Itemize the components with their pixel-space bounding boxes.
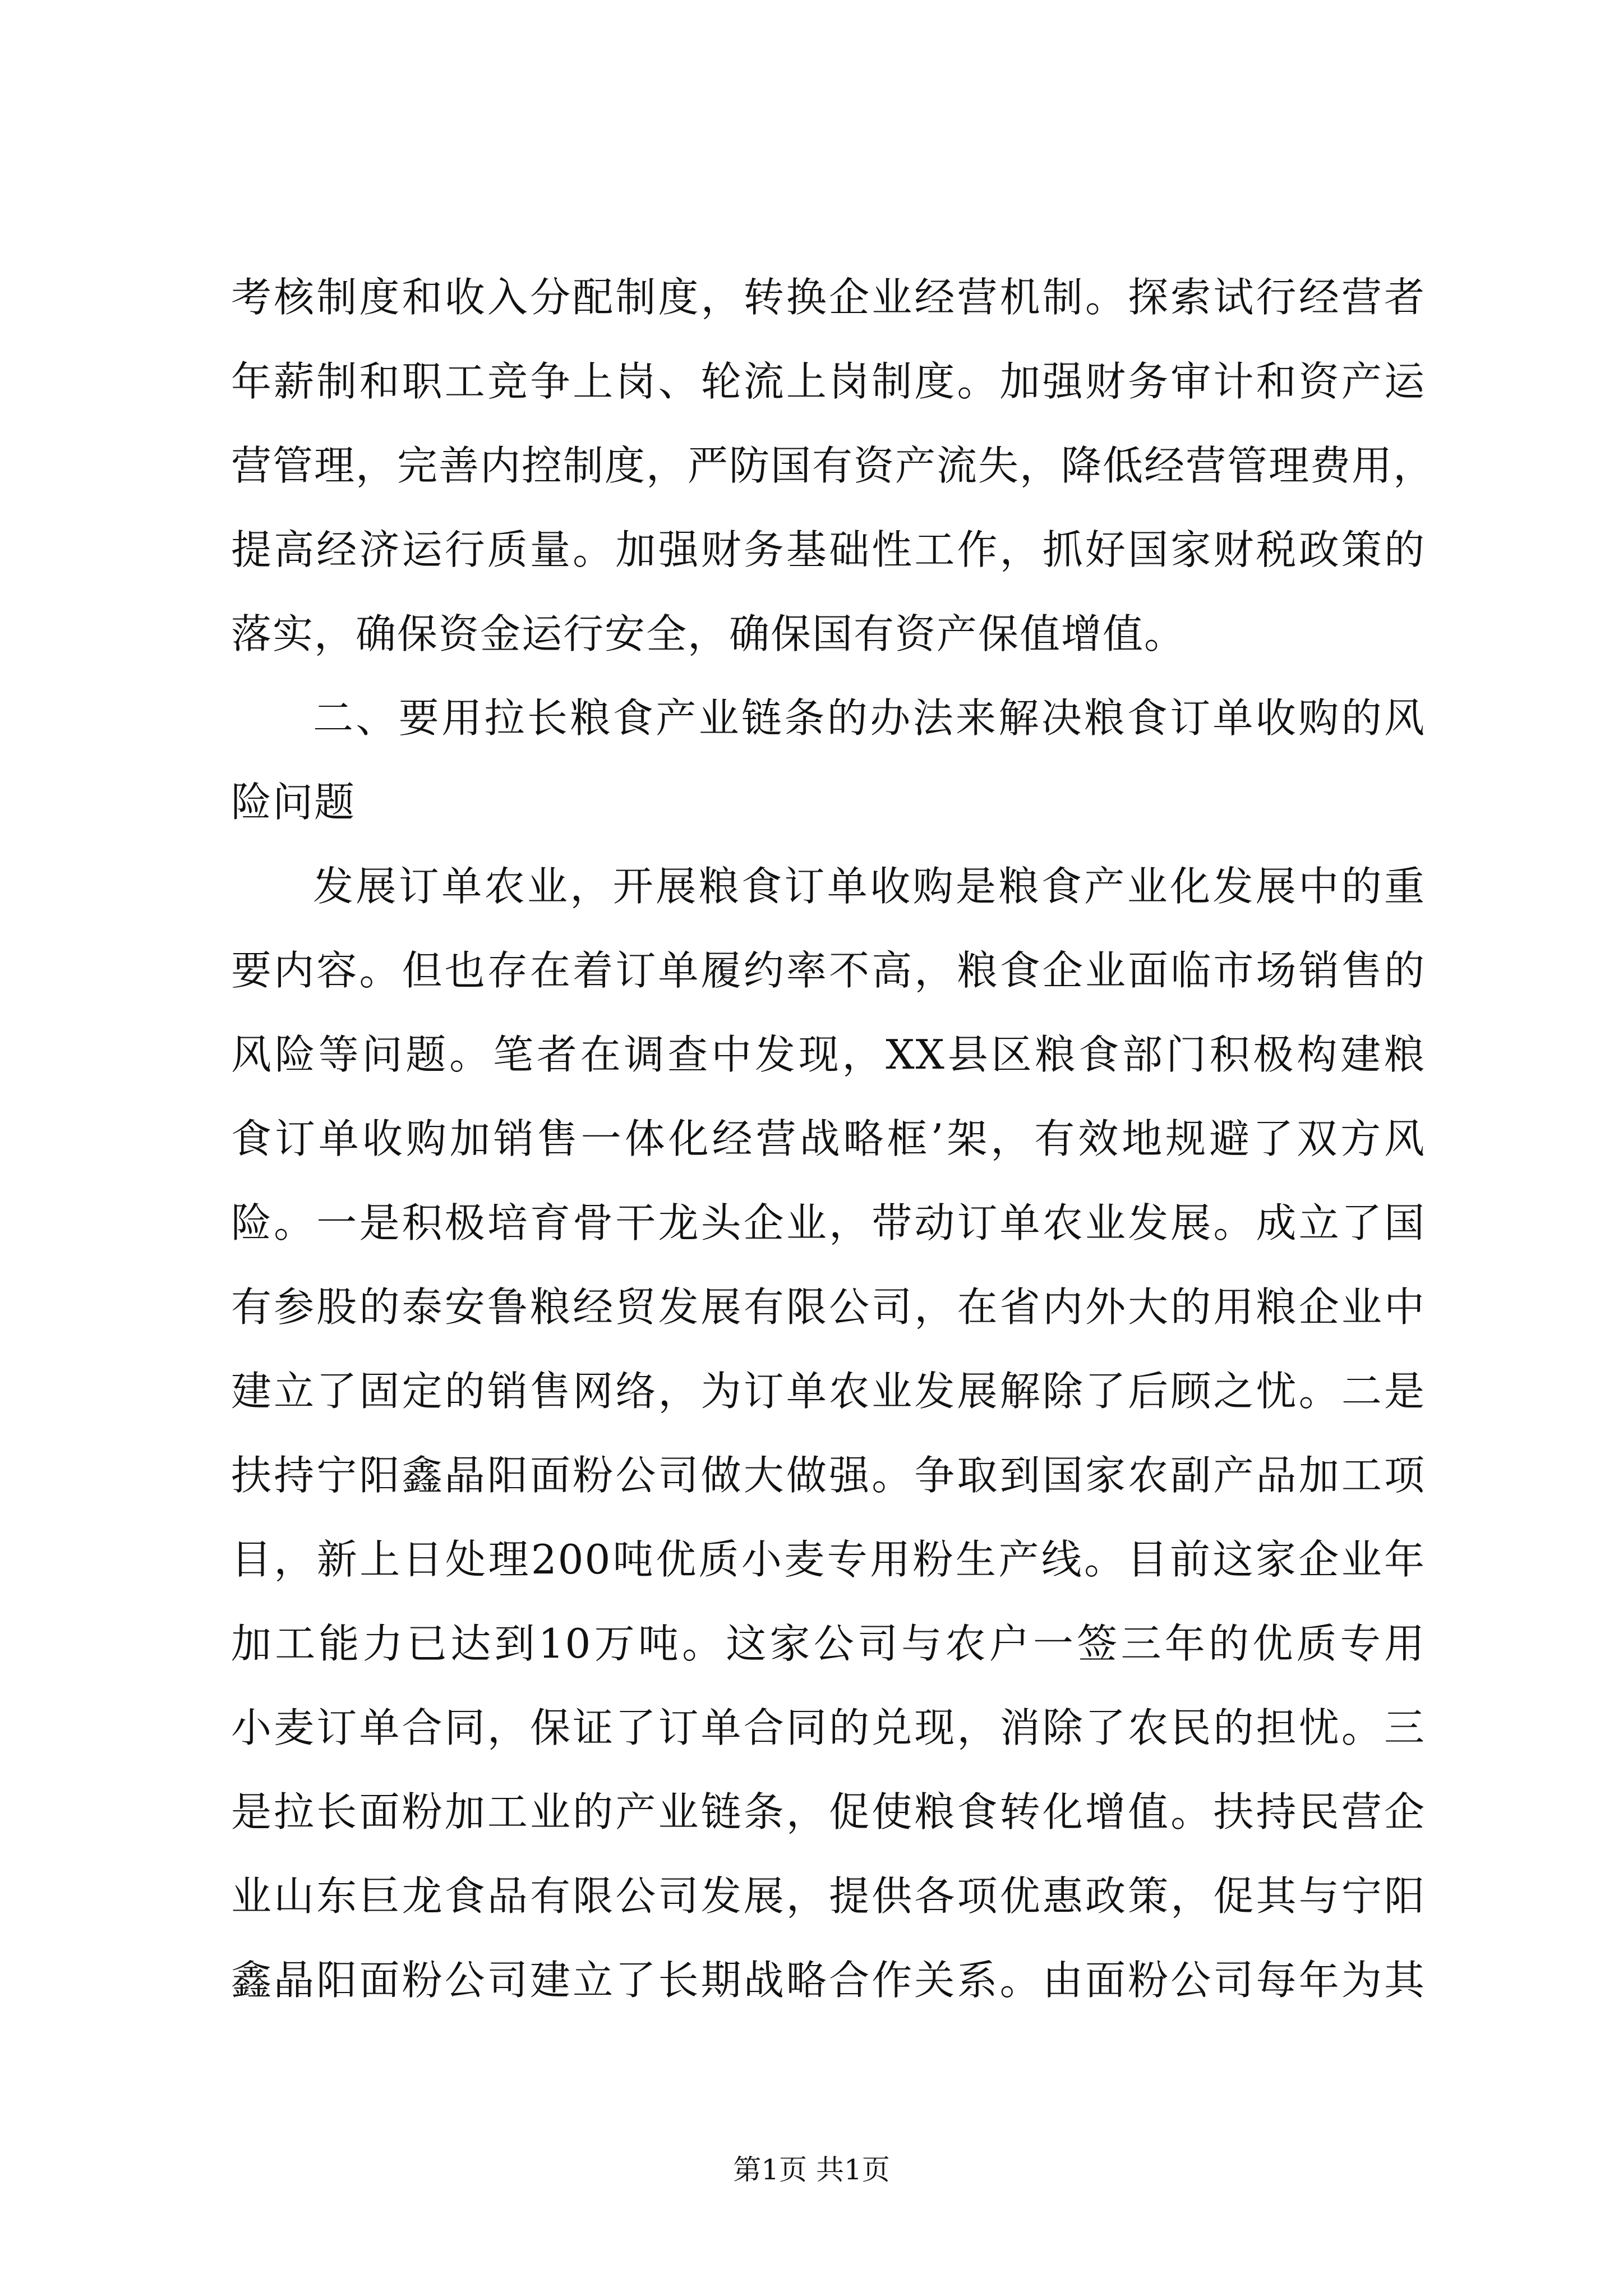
text-line: 营管理，完善内控制度，严防国有资产流失，降低经营管理费用， (231, 442, 1435, 489)
text-line: 扶持宁阳鑫晶阳面粉公司做大做强。争取到国家农副产品加工项 (231, 1452, 1426, 1499)
text-line: 鑫晶阳面粉公司建立了长期战略合作关系。由面粉公司每年为其 (231, 1957, 1426, 2004)
text-line: 是拉长面粉加工业的产业链条，促使粮食转化增值。扶持民营企 (231, 1788, 1426, 1835)
text-line: 建立了固定的销售网络，为订单农业发展解除了后顾之忧。二是 (231, 1368, 1426, 1415)
text-line: 小麦订单合同，保证了订单合同的兑现，消除了农民的担忧。三 (231, 1704, 1426, 1751)
text-line: 有参股的泰安鲁粮经贸发展有限公司，在省内外大的用粮企业中 (231, 1283, 1426, 1331)
text-line: 落实，确保资金运行安全，确保国有资产保值增值。 (231, 610, 1186, 657)
text-line: 加工能力已达到10万吨。这家公司与农户一签三年的优质专用 (231, 1620, 1426, 1667)
text-line: 要内容。但也存在着订单履约率不高，粮食企业面临市场销售的 (231, 947, 1426, 994)
section-heading-line: 险问题 (231, 779, 356, 826)
document-body (231, 255, 1435, 2022)
page-number-footer: 第1页 共1页 (733, 2154, 890, 2186)
text-line: 业山东巨龙食品有限公司发展，提供各项优惠政策，促其与宁阳 (231, 1872, 1426, 1920)
text-line: 险。一是积极培育骨干龙头企业，带动订单农业发展。成立了国 (231, 1199, 1426, 1246)
text-line: 年薪制和职工竞争上岗、轮流上岗制度。加强财务审计和资产运 (231, 358, 1426, 405)
text-line: 提高经济运行质量。加强财务基础性工作，抓好国家财税政策的 (231, 526, 1426, 573)
text-line: 风险等问题。笔者在调查中发现，XX县区粮食部门积极构建粮 (231, 1031, 1426, 1078)
text-line: 食订单收购加销售一体化经营战略框’架，有效地规避了双方风 (231, 1115, 1426, 1162)
text-line: 发展订单农业，开展粮食订单收购是粮食产业化发展中的重 (313, 863, 1426, 910)
section-heading-line: 二、要用拉长粮食产业链条的办法来解决粮食订单收购的风 (313, 694, 1426, 742)
text-line: 目，新上日处理200吨优质小麦专用粉生产线。目前这家企业年 (231, 1536, 1426, 1583)
text-line: 考核制度和收入分配制度，转换企业经营机制。探索试行经营者 (231, 274, 1426, 321)
